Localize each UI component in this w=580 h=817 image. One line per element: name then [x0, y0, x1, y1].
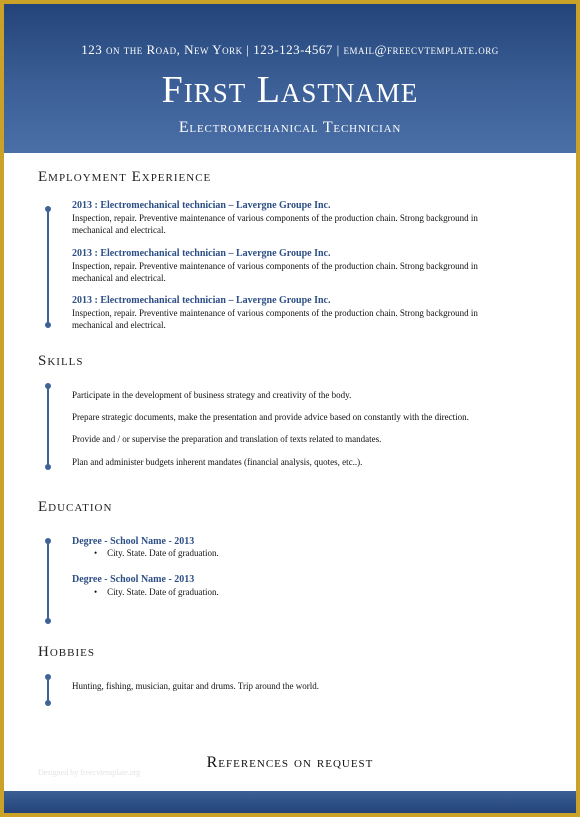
- section-title-skills: Skills: [38, 353, 84, 369]
- skill-item: Participate in the development of business strategy and creativity of the body.: [72, 390, 352, 400]
- bullet-icon: •: [94, 587, 98, 597]
- employment-heading: 2013 : Electromechanical technician – Lavergne Groupe Inc.: [72, 248, 331, 259]
- education-detail-text: City. State. Date of graduation.: [107, 587, 219, 597]
- section-title-education: Education: [38, 499, 113, 515]
- contact-line: 123 on the Road, New York | 123-123-4567 | email@freecvtemplate.org: [81, 42, 499, 57]
- employment-description-cont: mechanical and electrical.: [72, 225, 166, 235]
- candidate-name: First Lastname: [161, 69, 419, 111]
- job-title: Electromechanical Technician: [178, 119, 402, 136]
- hobbies-timeline: [47, 677, 49, 703]
- education-heading: Degree - School Name - 2013: [72, 574, 195, 585]
- employment-entry: [72, 200, 542, 236]
- education-detail: [94, 587, 219, 597]
- skills-timeline: [47, 386, 49, 467]
- employment-description: Inspection, repair. Preventive maintenance of various components of the production chain. Strong background in: [72, 213, 478, 223]
- section-title-employment: Employment Experience: [38, 169, 212, 185]
- education-detail: [94, 548, 219, 558]
- education-heading: Degree - School Name - 2013: [72, 536, 195, 547]
- resume-footer: [4, 791, 576, 813]
- employment-heading: 2013 : Electromechanical technician – Lavergne Groupe Inc.: [72, 200, 331, 211]
- employment-entry: [72, 295, 542, 331]
- resume-page: [4, 4, 576, 813]
- employment-timeline: [47, 209, 49, 325]
- employment-description-cont: mechanical and electrical.: [72, 320, 166, 330]
- education-detail-text: City. State. Date of graduation.: [107, 548, 219, 558]
- employment-description-cont: mechanical and electrical.: [72, 273, 166, 283]
- employment-description: Inspection, repair. Preventive maintenance of various components of the production chain. Strong background in: [72, 261, 478, 271]
- hobbies-text: Hunting, fishing, musician, guitar and drums. Trip around the world.: [72, 681, 319, 691]
- skill-item: Provide and / or supervise the preparation and translation of texts related to mandates.: [72, 434, 382, 444]
- skill-item: Prepare strategic documents, make the presentation and provide advice based on constantly with the direction.: [72, 412, 469, 422]
- bullet-icon: •: [94, 548, 98, 558]
- skill-item: Plan and administer budgets inherent mandates (financial analysis, quotes, etc..).: [72, 457, 363, 467]
- resume-header: [4, 4, 576, 153]
- employment-heading: 2013 : Electromechanical technician – Lavergne Groupe Inc.: [72, 295, 331, 306]
- education-timeline: [47, 541, 49, 621]
- references-note: References on request: [206, 754, 374, 771]
- section-title-hobbies: Hobbies: [38, 644, 95, 660]
- employment-description: Inspection, repair. Preventive maintenance of various components of the production chain. Strong background in: [72, 308, 478, 318]
- employment-entry: [72, 248, 542, 284]
- watermark: Designed by freecvtemplate.org: [38, 768, 141, 777]
